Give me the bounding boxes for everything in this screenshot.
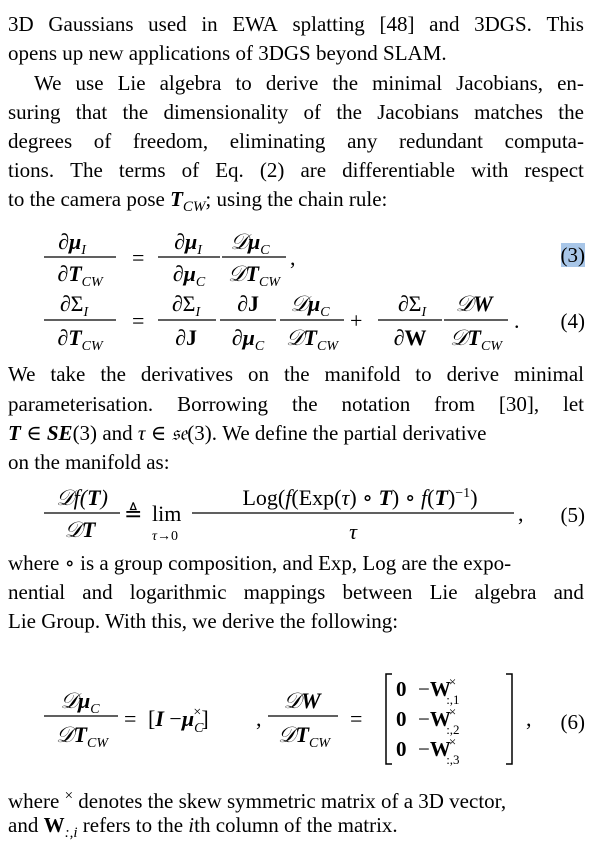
svg-text:∂μC: $\partial\mu_C$ — [231, 325, 265, 353]
word: degrees — [8, 129, 73, 153]
svg-text:𝒟W: 𝒟W — [283, 688, 321, 713]
svg-text:τ→0: τ→0 — [152, 529, 179, 544]
svg-text:𝒟f(T): 𝒟f(T) — [56, 485, 108, 510]
word: and — [82, 580, 113, 604]
svg-text:∂ΣI: $\partial\Sigma_I$ — [59, 291, 89, 320]
word: logarithmic — [129, 580, 227, 604]
svg-text:=: = — [124, 706, 137, 731]
word: minimal — [514, 362, 584, 386]
equation-6 — [40, 670, 560, 770]
svg-text:.: . — [514, 308, 520, 333]
word: Lie — [429, 580, 458, 604]
svg-text:−W×:,2: −W× :,2 — [418, 704, 460, 737]
word: terms — [118, 158, 166, 182]
svg-text:,: , — [518, 501, 524, 526]
word: that — [75, 100, 108, 124]
word: EWA — [232, 12, 278, 36]
word: to — [235, 71, 252, 95]
word: from — [434, 392, 475, 416]
word: the — [558, 100, 584, 124]
word: derive — [446, 362, 500, 386]
word: Jacobians, — [456, 71, 544, 95]
word: This — [546, 12, 584, 36]
svg-text:=: = — [132, 245, 145, 270]
svg-text:∂μI: $\partial\mu_I$ — [174, 229, 202, 258]
para4-line-3: Lie Group. With this, we derive the following: — [8, 609, 399, 633]
svg-text:−W×:,1: −W× :,1 — [418, 674, 460, 707]
word: splatting — [292, 12, 365, 36]
equation-4 — [40, 287, 530, 353]
svg-text:lim: lim — [152, 501, 182, 526]
word: take — [50, 362, 86, 386]
svg-text:∂μI: $\partial\mu_I$ — [58, 229, 86, 258]
svg-text:=: = — [132, 308, 145, 333]
word: on — [248, 362, 269, 386]
word: 3D — [8, 12, 34, 36]
svg-text:𝒟μC: 𝒟μ$_C$ — [290, 291, 330, 320]
word: let — [563, 392, 584, 416]
word: minimal — [372, 71, 443, 95]
svg-text:∂ΣI: $\partial\Sigma_I$ — [171, 291, 201, 320]
word: [30], — [498, 392, 540, 416]
word: dimensionality — [163, 100, 289, 124]
svg-text:Log(f(Exp(τ) ∘ T) ∘ f(T)−1): Log(f(Exp(τ) ∘ T) ∘ $f(T)^{-1}$) — [242, 485, 478, 510]
word: respect — [524, 158, 584, 182]
word: [48] — [379, 12, 415, 36]
word: and — [553, 580, 584, 604]
para3-line-2 — [8, 390, 584, 418]
svg-text:≜: ≜ — [124, 501, 143, 526]
word: the — [283, 362, 310, 386]
word: used — [148, 12, 187, 36]
word: in — [201, 12, 218, 36]
svg-text:−W×:,3: −W× :,3 — [418, 734, 460, 767]
svg-text:+: + — [350, 308, 363, 333]
word: Borrowing — [177, 392, 269, 416]
word: of — [303, 100, 322, 124]
equation-6-number: (6) — [560, 710, 585, 734]
svg-text:∂TCW: $\partial T_{CW}$ — [57, 261, 103, 287]
svg-text:𝒟TCW: 𝒟T$_{CW}$ — [277, 722, 331, 751]
svg-text:𝒟TCW: 𝒟T$_{CW}$ — [227, 261, 281, 287]
equation-3-number: (3) — [560, 243, 585, 267]
word: 3DGS. — [474, 12, 532, 36]
para3-line-3: T ∈ SE(3) and τ ∈ 𝔰𝔢(3). We define the partial derivative — [8, 421, 487, 445]
word: eliminating — [229, 129, 326, 153]
word: to — [415, 362, 432, 386]
svg-text:∂TCW: $\partial T_{CW}$ — [57, 325, 103, 353]
word: parameterisation. — [8, 392, 154, 416]
para1-line-2: opens up new applications of 3DGS beyond SLAM. — [8, 41, 447, 65]
svg-text:[I −μC×]: $[I -\mu_C\times]$ — [148, 705, 209, 736]
svg-text:𝒟W: 𝒟W — [455, 291, 493, 316]
para2-line-3 — [8, 127, 584, 155]
word: We — [8, 362, 36, 386]
svg-text:0: 0 — [396, 737, 407, 761]
word: differentiable — [342, 158, 455, 182]
svg-text:𝒟T: 𝒟T — [64, 517, 96, 542]
word: Gaussians — [48, 12, 134, 36]
svg-text:𝒟μC: 𝒟μ$_C$ — [60, 688, 100, 717]
word: the — [100, 362, 126, 386]
word: the — [336, 100, 362, 124]
word: derivatives — [140, 362, 234, 386]
svg-text:τ: τ — [349, 519, 357, 544]
word: any — [347, 129, 378, 153]
svg-text:𝒟μC: 𝒟μ$_C$ — [230, 229, 270, 258]
equation-3 — [40, 225, 300, 287]
para4-line-1: where ∘ is a group composition, and Exp, Log are the expo- — [8, 551, 512, 575]
para2-line-2 — [8, 98, 584, 126]
svg-text:∂W: ∂W — [393, 325, 427, 350]
para4-line-2 — [8, 578, 584, 606]
word: freedom, — [132, 129, 209, 153]
svg-text:𝒟TCW: 𝒟T$_{CW}$ — [449, 325, 503, 353]
para2-line-4 — [8, 156, 584, 184]
para5-line-1: where × denotes the skew symmetric matrix of a 3D vector, — [8, 788, 507, 813]
word: with — [470, 158, 509, 182]
para3-line-4: on the manifold as: — [8, 450, 170, 474]
word: Eq. — [215, 158, 244, 182]
word: use — [75, 71, 104, 95]
word: suring — [8, 100, 61, 124]
word: tions. — [8, 158, 55, 182]
word: Lie — [117, 71, 146, 95]
svg-text:∂ΣI: $\partial\Sigma_I$ — [397, 291, 427, 320]
para2-line-5: to the camera pose $T_{CW}$; using the chain rule: — [8, 187, 388, 216]
word: the — [332, 71, 359, 95]
word: are — [300, 158, 327, 182]
svg-text:∂μC: $\partial\mu_C$ — [172, 261, 206, 287]
para1-line-1 — [8, 10, 584, 38]
para5-line-2: and $W_{:,i}$ refers to the ith column of the matrix. — [8, 813, 398, 842]
svg-text:𝒟TCW: 𝒟T$_{CW}$ — [55, 722, 109, 751]
word: en- — [557, 71, 584, 95]
word: between — [342, 580, 413, 604]
word: We — [34, 71, 62, 95]
word: computa- — [504, 129, 584, 153]
word: notation — [341, 392, 411, 416]
word: The — [70, 158, 103, 182]
svg-text:,: , — [526, 706, 532, 731]
word: algebra — [159, 71, 222, 95]
word: derive — [265, 71, 319, 95]
equation-4-number: (4) — [560, 309, 585, 333]
equation-5-number: (5) — [560, 503, 585, 527]
para2-line-1 — [34, 69, 584, 97]
word: and — [429, 12, 460, 36]
word: Jacobians — [377, 100, 459, 124]
svg-text:,: , — [290, 245, 296, 270]
word: of — [93, 129, 112, 153]
svg-text:=: = — [350, 706, 363, 731]
para3-line-1 — [8, 360, 584, 388]
word: nential — [8, 580, 66, 604]
equation-5 — [40, 483, 540, 545]
svg-text:0: 0 — [396, 707, 407, 731]
word: manifold — [324, 362, 401, 386]
svg-text:0: 0 — [396, 677, 407, 701]
svg-text:∂J: ∂J — [237, 291, 259, 316]
word: mappings — [243, 580, 326, 604]
svg-text:,: , — [256, 706, 262, 731]
word: matches — [474, 100, 543, 124]
svg-text:∂J: ∂J — [175, 325, 197, 350]
word: the — [291, 392, 318, 416]
word: redundant — [399, 129, 484, 153]
word: the — [122, 100, 149, 124]
word: algebra — [474, 580, 537, 604]
word: (2) — [259, 158, 285, 182]
svg-text:𝒟TCW: 𝒟T$_{CW}$ — [285, 325, 339, 353]
word: of — [181, 158, 200, 182]
